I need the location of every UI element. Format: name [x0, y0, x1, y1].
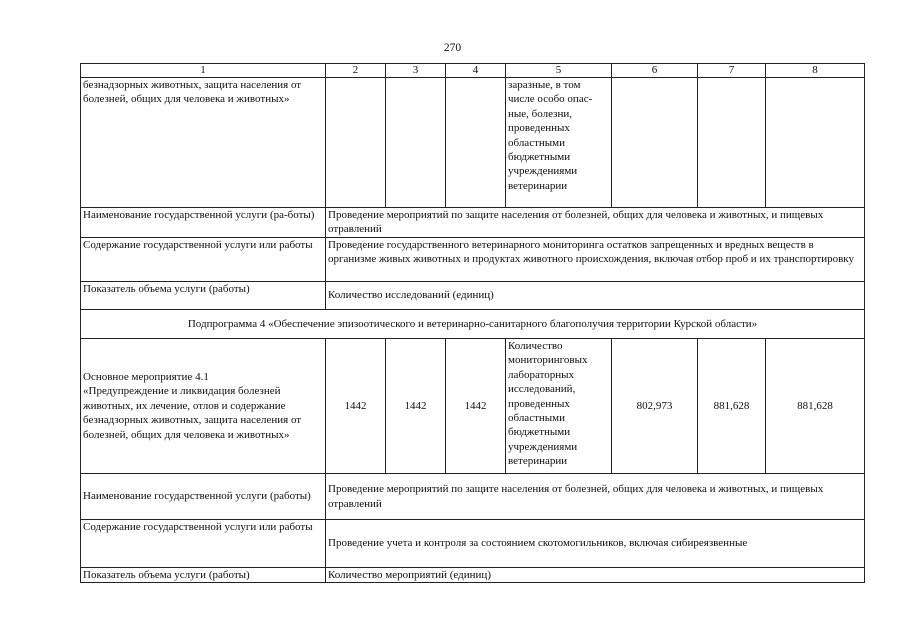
service-content-label: Содержание государственной услуги или работы: [81, 238, 326, 282]
indicator-label: Показатель объема услуги (работы): [81, 282, 326, 310]
service-name-label-2: Наименование государственной услуги (работы): [81, 474, 326, 520]
continuation-cell-2: [326, 78, 386, 208]
continuation-measure-name: безнадзорных животных, защита населения от болезней, общих для человека и животных»: [81, 78, 326, 208]
header-cell-4: 4: [446, 64, 506, 78]
measure-row: [81, 339, 865, 474]
subprogram-row: [81, 310, 865, 339]
measure-indicator: Количество мониторинговых лабораторных исследований, проведенных областными бюджетными учреждениями ветеринарии: [506, 339, 612, 474]
header-cell-2: 2: [326, 64, 386, 78]
service-content-row-1: [81, 238, 865, 282]
header-cell-7: 7: [698, 64, 766, 78]
header-cell-1: 1: [81, 64, 326, 78]
page-number: 270: [443, 42, 462, 54]
header-cell-6: 6: [612, 64, 698, 78]
measure-value-col3: 1442: [386, 339, 446, 474]
subprogram-title: Подпрограмма 4 «Обеспечение эпизоотического и ветеринарно-санитарного благополучия территории Курской области»: [81, 310, 865, 339]
service-content-value-2: Проведение учета и контроля за состоянием скотомогильников, включая сибиреязвенные: [326, 520, 865, 568]
indicator-row-2: [81, 568, 865, 583]
continuation-cell-8: [766, 78, 865, 208]
service-name-value-2: Проведение мероприятий по защите населения от болезней, общих для человека и животных, и пищевых отравлений: [326, 474, 865, 520]
measure-value-col8: 881,628: [766, 339, 865, 474]
indicator-value: Количество исследований (единиц): [326, 282, 865, 310]
indicator-value-2: Количество мероприятий (единиц): [326, 568, 865, 583]
measure-value-col2: 1442: [326, 339, 386, 474]
service-name-value: Проведение мероприятий по защите населения от болезней, общих для человека и животных, и пищевых отравлений: [326, 208, 865, 238]
service-name-row-2: [81, 474, 865, 520]
program-table: [80, 63, 865, 583]
measure-value-col7: 881,628: [698, 339, 766, 474]
header-cell-8: 8: [766, 64, 865, 78]
indicator-row-1: [81, 282, 865, 310]
header-row: [81, 64, 865, 78]
continuation-row: [81, 78, 865, 208]
service-content-value: Проведение государственного ветеринарного мониторинга остатков запрещенных и вредных веществ в организме живых животных и продуктах животного происхождения, включая отбор проб и их транспортировку: [326, 238, 865, 282]
continuation-cell-7: [698, 78, 766, 208]
service-name-label: Наименование государственной услуги (ра-боты): [81, 208, 326, 238]
indicator-label-2: Показатель объема услуги (работы): [81, 568, 326, 583]
continuation-cell-6: [612, 78, 698, 208]
service-name-row-1: [81, 208, 865, 238]
continuation-cell-4: [446, 78, 506, 208]
header-cell-3: 3: [386, 64, 446, 78]
continuation-indicator: заразные, в том числе особо опас- ные, болезни, проведенных областными бюджетными учреждениями ветеринарии: [506, 78, 612, 208]
measure-value-col6: 802,973: [612, 339, 698, 474]
continuation-cell-3: [386, 78, 446, 208]
measure-value-col4: 1442: [446, 339, 506, 474]
service-content-row-2: [81, 520, 865, 568]
service-content-label-2: Содержание государственной услуги или работы: [81, 520, 326, 568]
header-cell-5: 5: [506, 64, 612, 78]
measure-name: Основное мероприятие 4.1 «Предупреждение и ликвидация болезней животных, их лечение, отлов и содержание безнадзорных животных, защита населения от болезней, общих для человека и животных»: [81, 339, 326, 474]
